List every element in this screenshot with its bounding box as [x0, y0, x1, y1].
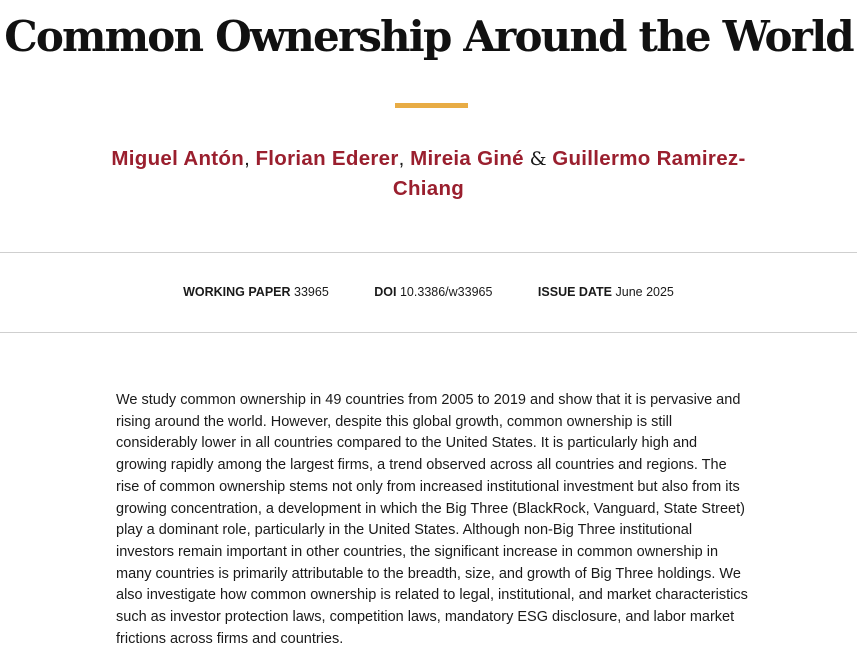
meta-label: DOI: [374, 285, 397, 299]
meta-value: 10.3386/w33965: [399, 285, 493, 299]
author-separator: ,: [244, 147, 250, 170]
meta-divider-bottom: [0, 332, 857, 333]
abstract-text: We study common ownership in 49 countries from 2005 to 2019 and show that it is pervasive and rising around the world. However, despite this global growth, common ownership is still considerably lower in all countries compared to the United States. It is particularly high and growing rapidly among the largest firms, a trend observed across all countries and regions. The rise of common ownership stems not only from increased institutional investment but also from its growing concentration, a development in which the Big Three (BlackRock, Vanguard, State Street) play a dominant role, particularly in the United States. Although non-Big Three institutional investors remain important in other countries, the significant increase in common ownership in many countries is primarily attributable to the breadth, size, and growth of Big Three holdings. We also investigate how common ownership is related to legal, institutional, and market characteristics such as investor protection laws, competition laws, mandatory ESG disclosure, and labor market frictions across firms and countries.: [116, 392, 748, 647]
meta-label: WORKING PAPER: [183, 285, 291, 299]
title-accent-bar: [395, 103, 468, 108]
paper-metadata: [0, 285, 857, 299]
working-paper-number: [183, 285, 329, 299]
issue-date: [538, 285, 674, 299]
author-link[interactable]: Florian Ederer: [255, 147, 399, 170]
author-link[interactable]: Miguel Antón: [111, 147, 245, 170]
meta-divider-top: [0, 252, 857, 253]
author-link[interactable]: Mireia Giné: [410, 147, 524, 170]
meta-value: 33965: [294, 285, 329, 299]
meta-value: June 2025: [615, 285, 674, 299]
doi: [374, 285, 492, 299]
author-list: [110, 144, 747, 203]
author-separator: &: [529, 148, 547, 170]
meta-label: ISSUE DATE: [537, 285, 613, 299]
author-separator: ,: [398, 147, 405, 170]
author-link[interactable]: Guillermo Ramirez-Chiang: [392, 147, 746, 200]
page-title: Common Ownership Around the World: [4, 12, 853, 61]
